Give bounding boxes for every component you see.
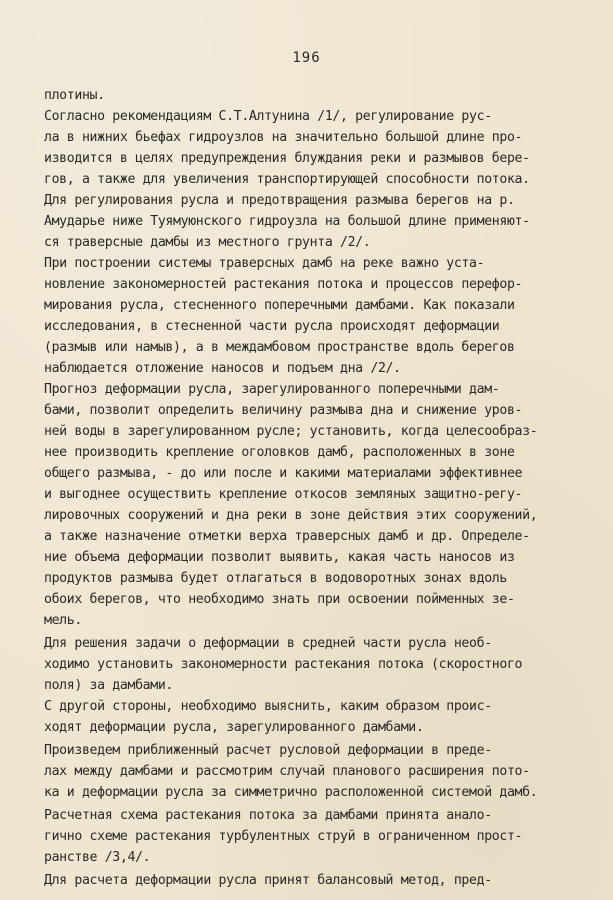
text-line: гов, а также для увеличения транспортирующей способности потока. [44,172,530,187]
text-line: лах между дамбами и рассмотрим случай планового расширения пото- [44,764,530,779]
text-line: ходимо установить закономерности растекания потока (скоростного [44,657,523,672]
text-line: лировочных сооружений и дна реки в зоне действия этих сооружений, [44,508,538,523]
text-line: Прогноз деформации русла, зарегулированного поперечными дам- [44,382,500,397]
page-number: 196 [292,50,321,66]
text-line: Произведем приближенный расчет русловой деформации в преде- [44,743,492,758]
text-line: поля) за дамбами. [44,678,174,693]
text-line: мель. [44,613,82,628]
text-line: ранстве /3,4/. [44,850,151,865]
text-line: ние объема деформации позволит выявить, какая часть наносов из [44,550,515,565]
text-line: ней воды в зарегулированном русле; установить, когда целесообраз- [44,424,538,439]
text-line: ходят деформации русла, зарегулированного дамбами. [44,720,424,735]
text-line: наблюдается отложение наносов и подъем дна /2/. [44,361,401,376]
text-line: Согласно рекомендациям С.Т.Алтунина /1/, регулирование рус- [44,109,492,124]
text-line: изводится в целях предупреждения блуждания реки и размывов бере- [44,151,530,166]
text-line: бами, позволит определить величину размыва дна и снижение уров- [44,403,523,418]
text-line: общего размыва, - до или после и какими материалами эффективнее [44,466,523,481]
text-line: Расчетная схема растекания потока за дамбами принята анало- [44,808,492,823]
text-line: С другой стороны, необходимо выяснить, каким образом проис- [44,699,492,714]
text-line: Для расчета деформации русла принят балансовый метод, пред- [44,873,492,888]
text-line: ла в нижних бьефах гидроузлов на значительно большой длине про- [44,130,523,145]
text-line: а также назначение отметки верха траверсных дамб и др. Определе- [44,529,530,544]
text-line: и выгоднее осуществить крепление откосов земляных защитно-регу- [44,487,523,502]
text-line: исследования, в стесненной части русла происходят деформации [44,319,500,334]
text-line: ся траверсные дамбы из местного грунта /2/. [44,235,371,250]
text-line: обоих берегов, что необходимо знать при освоении пойменных зе- [44,592,515,607]
text-line: ка и деформации русла за симметрично расположенной системой дамб. [44,785,538,800]
text-line: гично схеме растекания турбулентных струй в ограниченном прост- [44,829,523,844]
text-line: (размыв или намыв), а в междамбовом пространстве вдоль берегов [44,340,515,355]
text-line: продуктов размыва будет отлагаться в водоворотных зонах вдоль [44,571,507,586]
text-line: Для решения задачи о деформации в средней части русла необ- [44,636,492,651]
text-line: Амударье ниже Туямуюнского гидроузла на большой длине применяют- [44,214,530,229]
text-line: плотины. [44,88,105,103]
text-line: нее производить крепление оголовков дамб, расположенных в зоне [44,445,515,460]
text-line: мирования русла, стесненного поперечными дамбами. Как показали [44,298,515,313]
text-line: При построении системы траверсных дамб на реке важно уста- [44,256,485,271]
text-line: новление закономерностей растекания потока и процессов перефор- [44,277,523,292]
text-line: Для регулирования русла и предотвращения размыва берегов на р. [44,193,515,208]
